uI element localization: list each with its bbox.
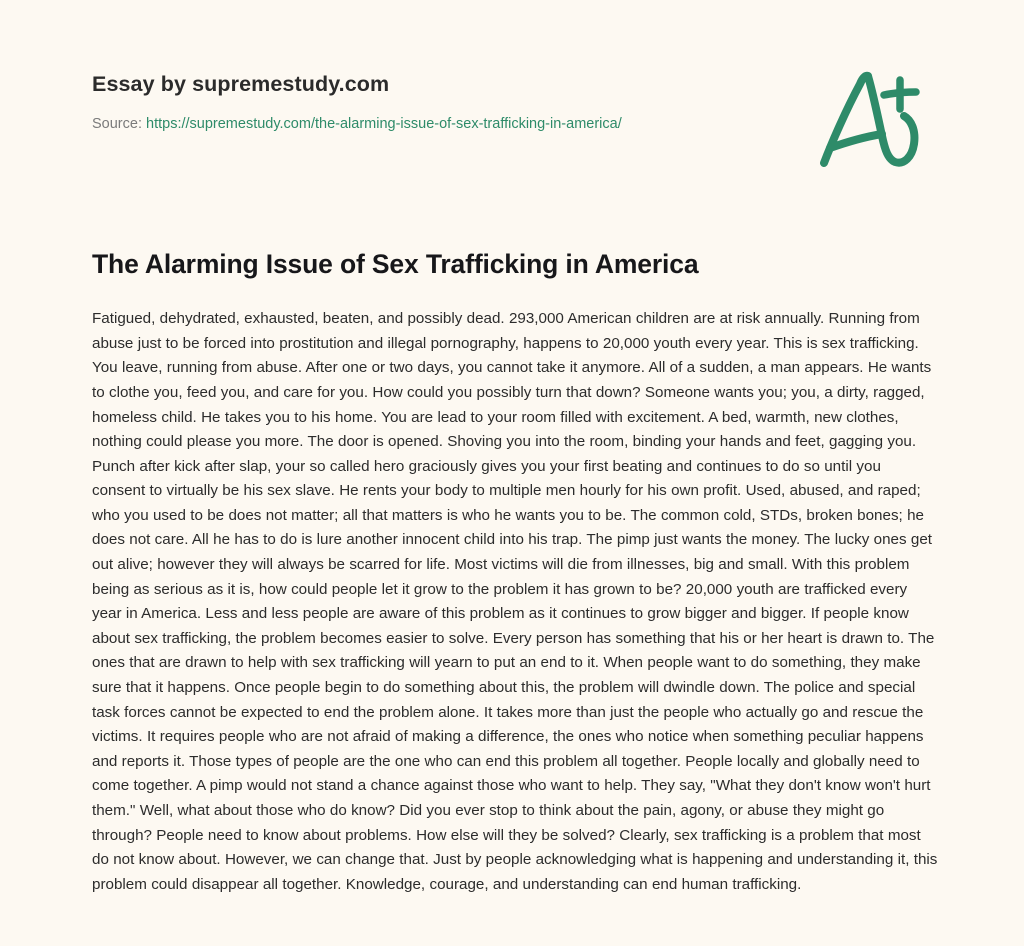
a-plus-logo-icon (812, 62, 930, 174)
article (92, 248, 938, 897)
page-title: The Alarming Issue of Sex Trafficking in America (92, 249, 699, 279)
brand-title: Essay by supremestudy.com (92, 72, 390, 96)
page-header (0, 0, 1024, 190)
header-text-block (92, 72, 792, 133)
source-url-link[interactable]: https://supremestudy.com/the-alarming-issue-of-sex-trafficking-in-america/ (146, 115, 622, 132)
source-label: Source: (92, 115, 142, 132)
article-body-text: Fatigued, dehydrated, exhausted, beaten, and possibly dead. 293,000 American children are at risk annually. Running from abuse just to be forced into prostitution and illegal pornography, happens to 20,000 youth every year. This is sex trafficking. You leave, running from abuse. After one or two days, you cannot take it anymore. All of a sudden, a man appears. He wants to clothe you, feed you, and care for you. How could you possibly turn that down? Someone wants you; you, a dirty, ragged, homeless child. He takes you to his home. You are lead to your room filled with excitement. A bed, warmth, new clothes, nothing could please you more. The door is opened. Shoving you into the room, binding your hands and feet, gagging you. Punch after kick after slap, your so called hero graciously gives you your first beating and continues to do so until you consent to virtually be his sex slave. He rents your body to multiple men hourly for his own profit. Used, abused, and raped; who you used to be does not matter; all that matters is who he wants you to be. The common cold, STDs, broken bones; he does not care. All he has to do is lure another innocent child into his trap. The pimp just wants the money. The lucky ones get out alive; however they will always be scarred for life. Most victims will die from illnesses, big and small. With this problem being as serious as it is, how could people let it grow to the problem it has grown to be? 20,000 youth are trafficked every year in America. Less and less people are aware of this problem as it continues to grow bigger and bigger. If people know about sex trafficking, the problem becomes easier to solve. Every person has something that his or her heart is drawn to. The ones that are drawn to help with sex trafficking will yearn to put an end to it. When people want to do something, they make sure that it happens. Once people begin to do something about this, the problem will dwindle down. The police and special task forces cannot be expected to end the problem alone. It takes more than just the people who actually go and rescue the victims. It requires people who are not afraid of making a difference, the ones who notice when something peculiar happens and reports it. Those types of people are the one who can end this problem all together. People locally and globally need to come together. A pimp would not stand a chance against those who want to help. They say, "What they don't know won't hurt them." Well, what about those who do know? Did you ever stop to think about the pain, agony, or abuse they might go through? People need to know about problems. How else will they be solved? Clearly, sex trafficking is a problem that most do not know about. However, we can change that. Just by people acknowledging what is happening and understanding it, this problem could disappear all together. Knowledge, courage, and understanding can end human trafficking. (92, 310, 938, 893)
source-line (92, 115, 792, 133)
supremestudy-a-plus-logo[interactable] (812, 62, 930, 174)
